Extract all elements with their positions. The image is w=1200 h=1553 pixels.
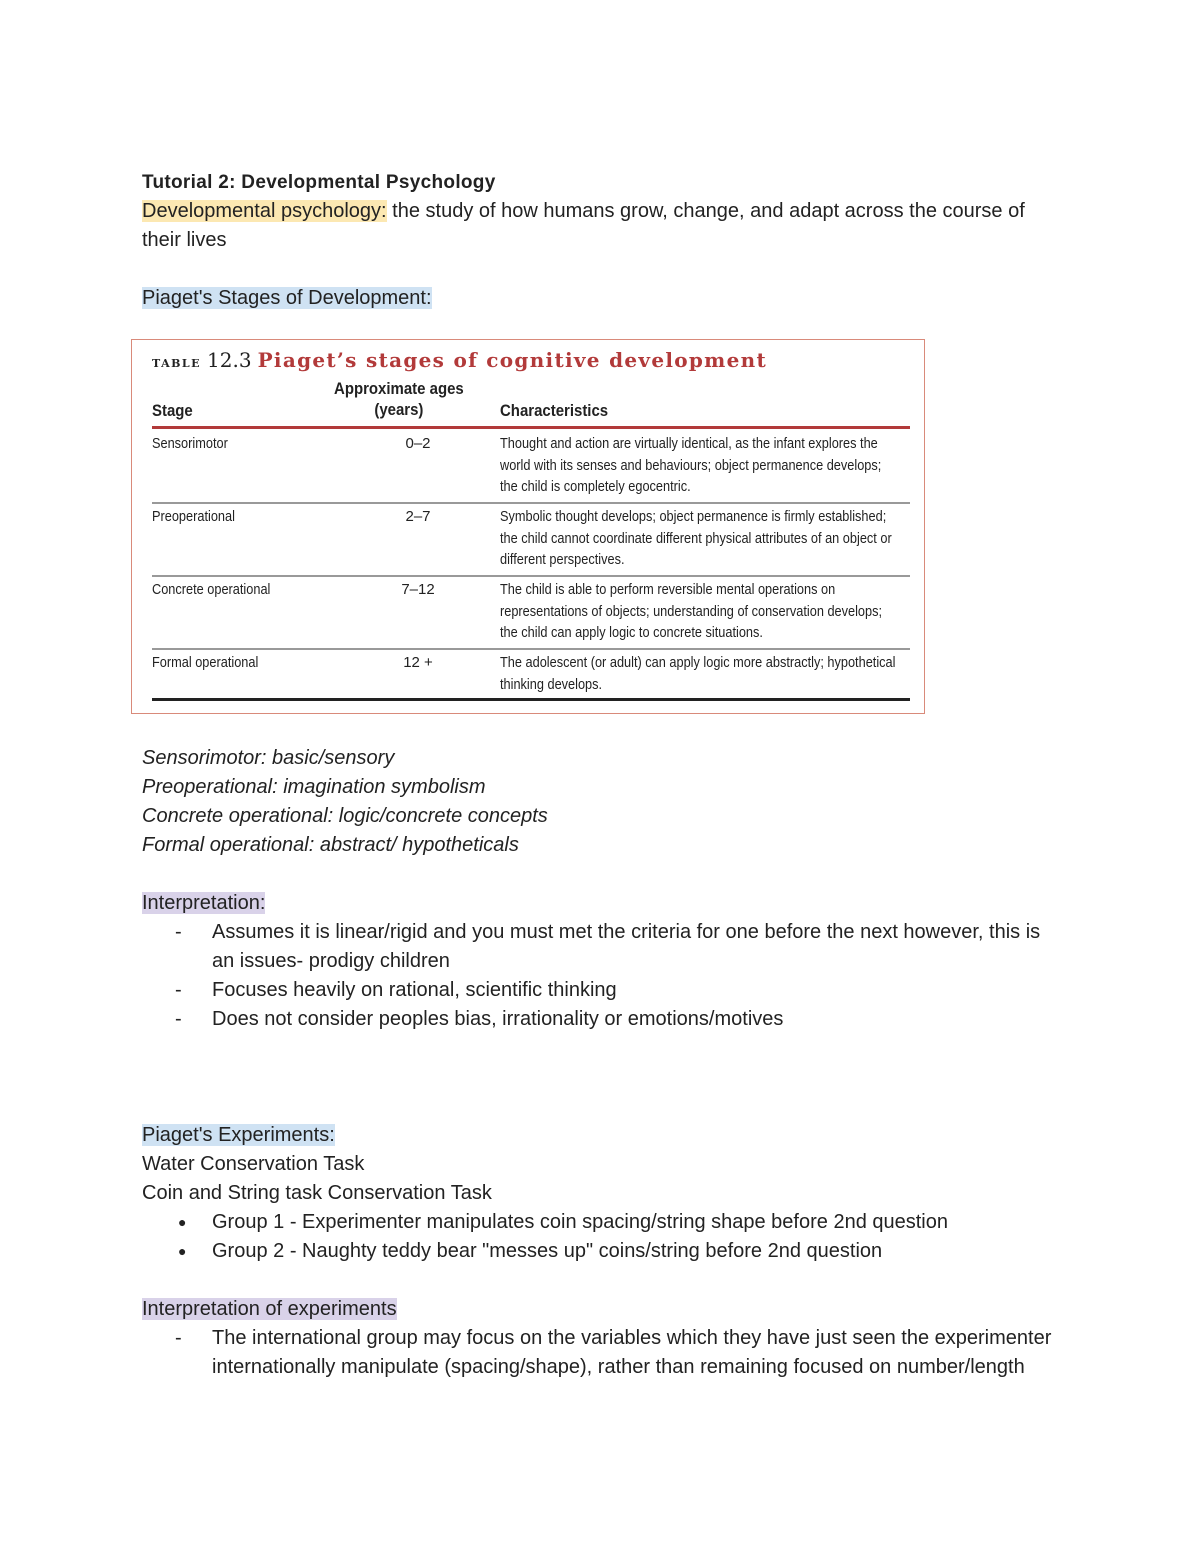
row-divider <box>152 502 910 504</box>
row-stage: Concrete operational <box>152 581 271 598</box>
dash-marker: - <box>175 1327 182 1349</box>
experiments-heading: Piaget's Experiments: <box>142 1124 335 1146</box>
list-item <box>142 1208 1062 1237</box>
stages-heading-line <box>142 284 1062 313</box>
row-characteristics: Thought and action are virtually identical, as the infant explores the world with its senses and behaviours; object permanence develops; the child is completely egocentric. <box>500 435 882 495</box>
row-divider <box>152 648 910 650</box>
list-item-text: Assumes it is linear/rigid and you must met the criteria for one before the next however, this is an issues- prodigy children <box>212 921 1041 972</box>
list-item <box>142 918 1062 976</box>
row-age: 7–12 <box>401 581 435 598</box>
row-characteristics: The adolescent (or adult) can apply logic more abstractly; hypothetical thinking develops. <box>500 654 896 693</box>
summary-line: Concrete operational: logic/concrete concepts <box>142 805 548 827</box>
list-item <box>142 1237 1062 1266</box>
column-header-stage: Stage <box>152 401 193 420</box>
interpretation-heading-line <box>142 889 1062 918</box>
piaget-stages-table-figure <box>131 339 925 714</box>
interpretation-experiments-list <box>142 1324 1062 1382</box>
spacer <box>142 255 1062 284</box>
column-header-age-line1: Approximate ages <box>334 379 464 398</box>
row-stage: Preoperational <box>152 508 235 525</box>
definition-term: Developmental psychology: <box>142 200 387 222</box>
column-header-age-line2: (years) <box>374 400 424 419</box>
table-title: Piaget’s stages of cognitive development <box>257 348 768 372</box>
interpretation-list <box>142 918 1062 1034</box>
row-characteristics: The child is able to perform reversible mental operations on representations of objects; understanding of conservation develops; the child can apply logic to concrete situations. <box>500 581 883 641</box>
spacer <box>142 1063 1062 1092</box>
table-number: 12.3 <box>207 348 252 372</box>
list-item <box>142 1005 1062 1034</box>
definition-text: the study of how humans grow, change, and adapt across the course of their lives <box>142 200 1025 251</box>
header-divider <box>152 426 910 429</box>
interpretation-experiments-heading-line <box>142 1295 1062 1324</box>
row-age: 12 + <box>403 654 433 671</box>
dash-marker: - <box>175 1008 182 1030</box>
row-age: 2–7 <box>405 508 431 525</box>
table-bottom-rule <box>152 698 910 701</box>
interpretation-heading: Interpretation: <box>142 892 266 914</box>
document-body <box>142 168 1062 1382</box>
bullet-marker: ● <box>178 1243 187 1259</box>
summary-line: Preoperational: imagination symbolism <box>142 776 486 798</box>
row-stage: Sensorimotor <box>152 435 228 452</box>
definition-paragraph <box>142 197 1062 255</box>
spacer <box>142 860 1062 889</box>
list-item-text: Group 2 - Naughty teddy bear "messes up" coins/string before 2nd question <box>212 1240 883 1262</box>
table-label: TABLE <box>152 357 202 370</box>
bullet-marker: ● <box>178 1214 187 1230</box>
spacer <box>142 1092 1062 1121</box>
spacer <box>142 1266 1062 1295</box>
row-stage: Formal operational <box>152 654 259 671</box>
row-characteristics: Symbolic thought develops; object permanence is firmly established; the child cannot coordinate different physical attributes of an object or different perspectives. <box>500 508 892 568</box>
list-item <box>142 976 1062 1005</box>
column-header-characteristics: Characteristics <box>500 401 609 420</box>
list-item <box>142 1324 1062 1382</box>
column-header-age <box>332 378 466 420</box>
spacer <box>142 1034 1062 1063</box>
list-item-text: Group 1 - Experimenter manipulates coin spacing/string shape before 2nd question <box>212 1211 948 1233</box>
dash-marker: - <box>175 979 182 1001</box>
summary-line: Formal operational: abstract/ hypotheticals <box>142 834 519 856</box>
list-item-text: Does not consider peoples bias, irrationality or emotions/motives <box>212 1008 784 1030</box>
experiments-heading-line <box>142 1121 1062 1150</box>
table-caption <box>152 346 767 378</box>
experiment-task: Coin and String task Conservation Task <box>142 1182 492 1204</box>
row-age: 0–2 <box>405 435 431 452</box>
list-item-text: The international group may focus on the variables which they have just seen the experimenter internationally manipulate (spacing/shape), rather than remaining focused on number/length <box>212 1327 1052 1378</box>
dash-marker: - <box>175 921 182 943</box>
experiment-task: Water Conservation Task <box>142 1153 365 1175</box>
stages-heading: Piaget's Stages of Development: <box>142 287 432 309</box>
row-divider <box>152 575 910 577</box>
page-title: Tutorial 2: Developmental Psychology <box>142 172 496 193</box>
list-item-text: Focuses heavily on rational, scientific thinking <box>212 979 617 1001</box>
interpretation-experiments-heading: Interpretation of experiments <box>142 1298 397 1320</box>
groups-list <box>142 1208 1062 1266</box>
summary-line: Sensorimotor: basic/sensory <box>142 747 395 769</box>
